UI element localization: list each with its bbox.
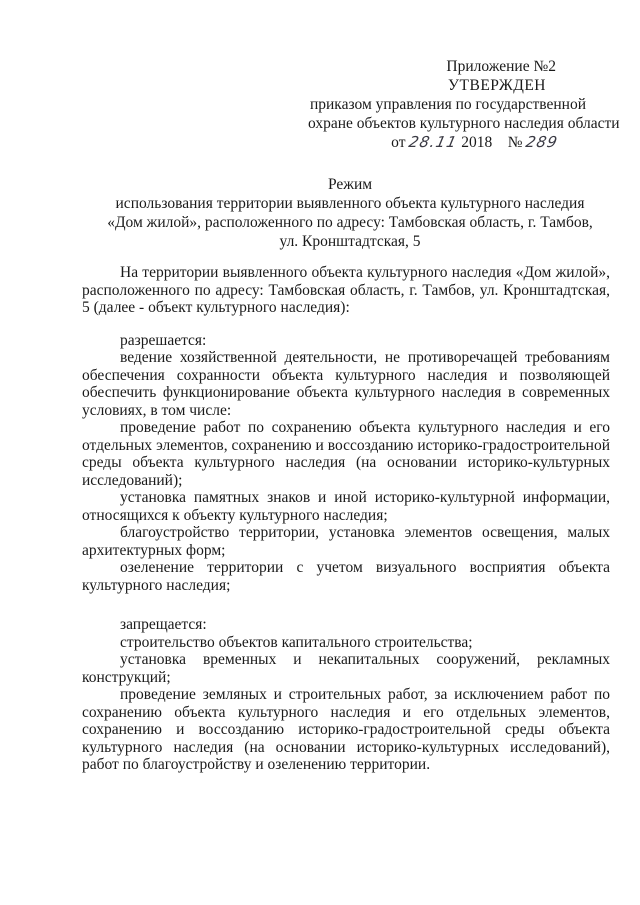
appendix-label: Приложение №2 — [446, 58, 556, 75]
document-title — [80, 175, 620, 251]
allowed-item: проведение работ по сохранению объекта культурного наследия и его отдельных элементов, сохранению и воссозданию историко-градостроительной среды объекта культурного наследия (на основании историко-культурных исследований); — [82, 419, 610, 489]
intro-paragraph: На территории выявленного объекта культурного наследия «Дом жилой», расположенного по адресу: Тамбовская область, г. Тамбов, ул. Кронштадтская, 5 (далее - объект культурного наследия): — [82, 264, 610, 316]
handwritten-number: 289 — [524, 133, 561, 151]
forbidden-item: проведение земляных и строительных работ, за исключением работ по сохранению объекта культурного наследия и его отдельных элементов, сохранению и воссозданию историко-градостроительной среды объекта культурного наследия (на основании историко-культурных исследований), работ по благоустройству и озеленению территории. — [82, 686, 610, 773]
allowed-item: ведение хозяйственной деятельности, не противоречащей требованиям обеспечения сохранности объекта культурного наследия и позволяющей обеспечить функционирование объекта культурного наследия в современных условиях, в том числе: — [82, 349, 610, 419]
allowed-item: благоустройство территории, установка элементов освещения, малых архитектурных форм; — [82, 524, 610, 559]
order-date-number-line — [308, 133, 588, 152]
number-prefix: № — [507, 134, 523, 151]
forbidden-item: строительство объектов капитального строительства; — [120, 633, 473, 651]
title-line-1: использования территории выявленного объекта культурного наследия — [115, 195, 585, 212]
title-line-2: «Дом жилой», расположенного по адресу: Тамбовская область, г. Тамбов, — [107, 214, 593, 231]
handwritten-date: 28.11 — [407, 133, 460, 151]
date-prefix: от — [391, 134, 406, 151]
allowed-heading: разрешается: — [120, 331, 207, 349]
allowed-item: озеленение территории с учетом визуального восприятия объекта культурного наследия; — [82, 559, 610, 594]
order-line-2: охране объектов культурного наследия области — [308, 115, 620, 132]
order-line-1: приказом управления по государственной — [309, 96, 587, 113]
title-heading: Режим — [327, 176, 373, 193]
forbidden-heading: запрещается: — [120, 616, 207, 633]
approval-stamp-block — [308, 57, 620, 152]
title-line-3: ул. Кронштадтская, 5 — [279, 233, 421, 250]
allowed-item: установка памятных знаков и иной историко-культурной информации, относящихся к объекту культурного наследия; — [82, 489, 610, 524]
forbidden-item: установка временных и некапитальных сооружений, рекламных конструкций; — [82, 651, 610, 686]
approved-label: УТВЕРЖДЕН — [448, 77, 546, 94]
order-year: 2018 — [461, 134, 493, 151]
document-body — [82, 264, 610, 774]
